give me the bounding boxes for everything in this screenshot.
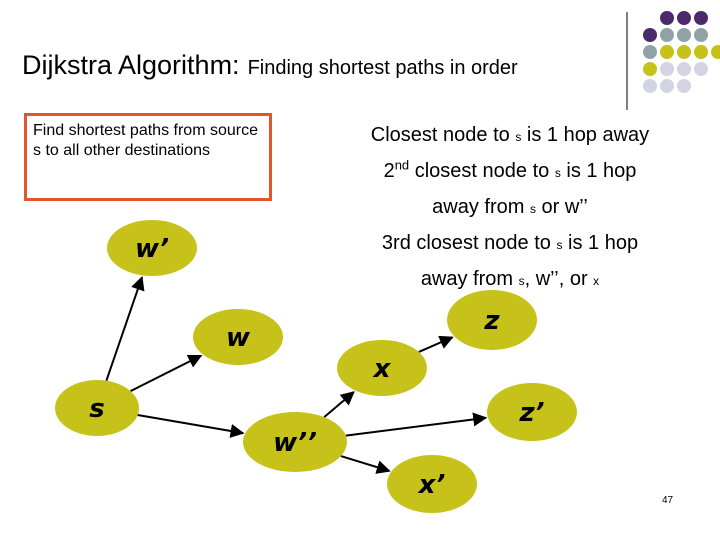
edge-x-z bbox=[419, 337, 453, 352]
node-label: w’’ bbox=[273, 428, 317, 458]
text-run: s bbox=[556, 238, 563, 252]
node-label: z bbox=[484, 306, 500, 336]
slide-title-main: Dijkstra Algorithm: bbox=[22, 50, 240, 80]
boxed-description-text: Find shortest paths from source s to all other destinations bbox=[33, 122, 258, 159]
text-run: is 1 hop away bbox=[521, 124, 650, 146]
text-run: Closest node to bbox=[370, 124, 516, 146]
node-label: w bbox=[225, 323, 251, 353]
edge-w2-x1 bbox=[341, 456, 389, 471]
text-run: 2 bbox=[383, 160, 395, 182]
node-label: s bbox=[89, 394, 105, 424]
text-run: s bbox=[529, 202, 536, 216]
text-run: is 1 hop bbox=[562, 232, 639, 254]
node-z bbox=[447, 290, 537, 350]
text-run: closest node to bbox=[409, 160, 555, 182]
node-label: x’ bbox=[418, 470, 446, 500]
slide-title-sub: Finding shortest paths in order bbox=[247, 57, 518, 79]
edge-s-w1 bbox=[106, 277, 142, 380]
text-run: 3rd closest node to bbox=[381, 232, 557, 254]
text-run: away from bbox=[432, 196, 530, 218]
text-run: nd bbox=[394, 157, 410, 173]
edge-s-w bbox=[131, 356, 202, 392]
text-run: x bbox=[593, 274, 600, 288]
text-run: s bbox=[554, 166, 561, 180]
edge-w2-x bbox=[324, 392, 354, 417]
text-run: away from bbox=[420, 268, 519, 290]
node-z1 bbox=[487, 383, 577, 441]
text-run: is 1 hop bbox=[560, 160, 637, 182]
node-label: z’ bbox=[519, 398, 545, 428]
node-s bbox=[55, 380, 139, 436]
node-w1 bbox=[107, 220, 197, 276]
text-run: s bbox=[518, 274, 525, 288]
node-w2 bbox=[243, 412, 347, 472]
page-number: 47 bbox=[662, 495, 674, 506]
edge-w2-z1 bbox=[346, 418, 486, 436]
text-run: or w’’ bbox=[535, 196, 588, 218]
node-label: x bbox=[373, 354, 391, 384]
text-run: , w’’, or bbox=[524, 268, 594, 290]
node-label: w’ bbox=[135, 234, 169, 264]
node-w bbox=[193, 309, 283, 365]
node-x bbox=[337, 340, 427, 396]
edge-s-w2 bbox=[138, 415, 243, 433]
text-run: s bbox=[515, 130, 522, 144]
node-x1 bbox=[387, 455, 477, 513]
